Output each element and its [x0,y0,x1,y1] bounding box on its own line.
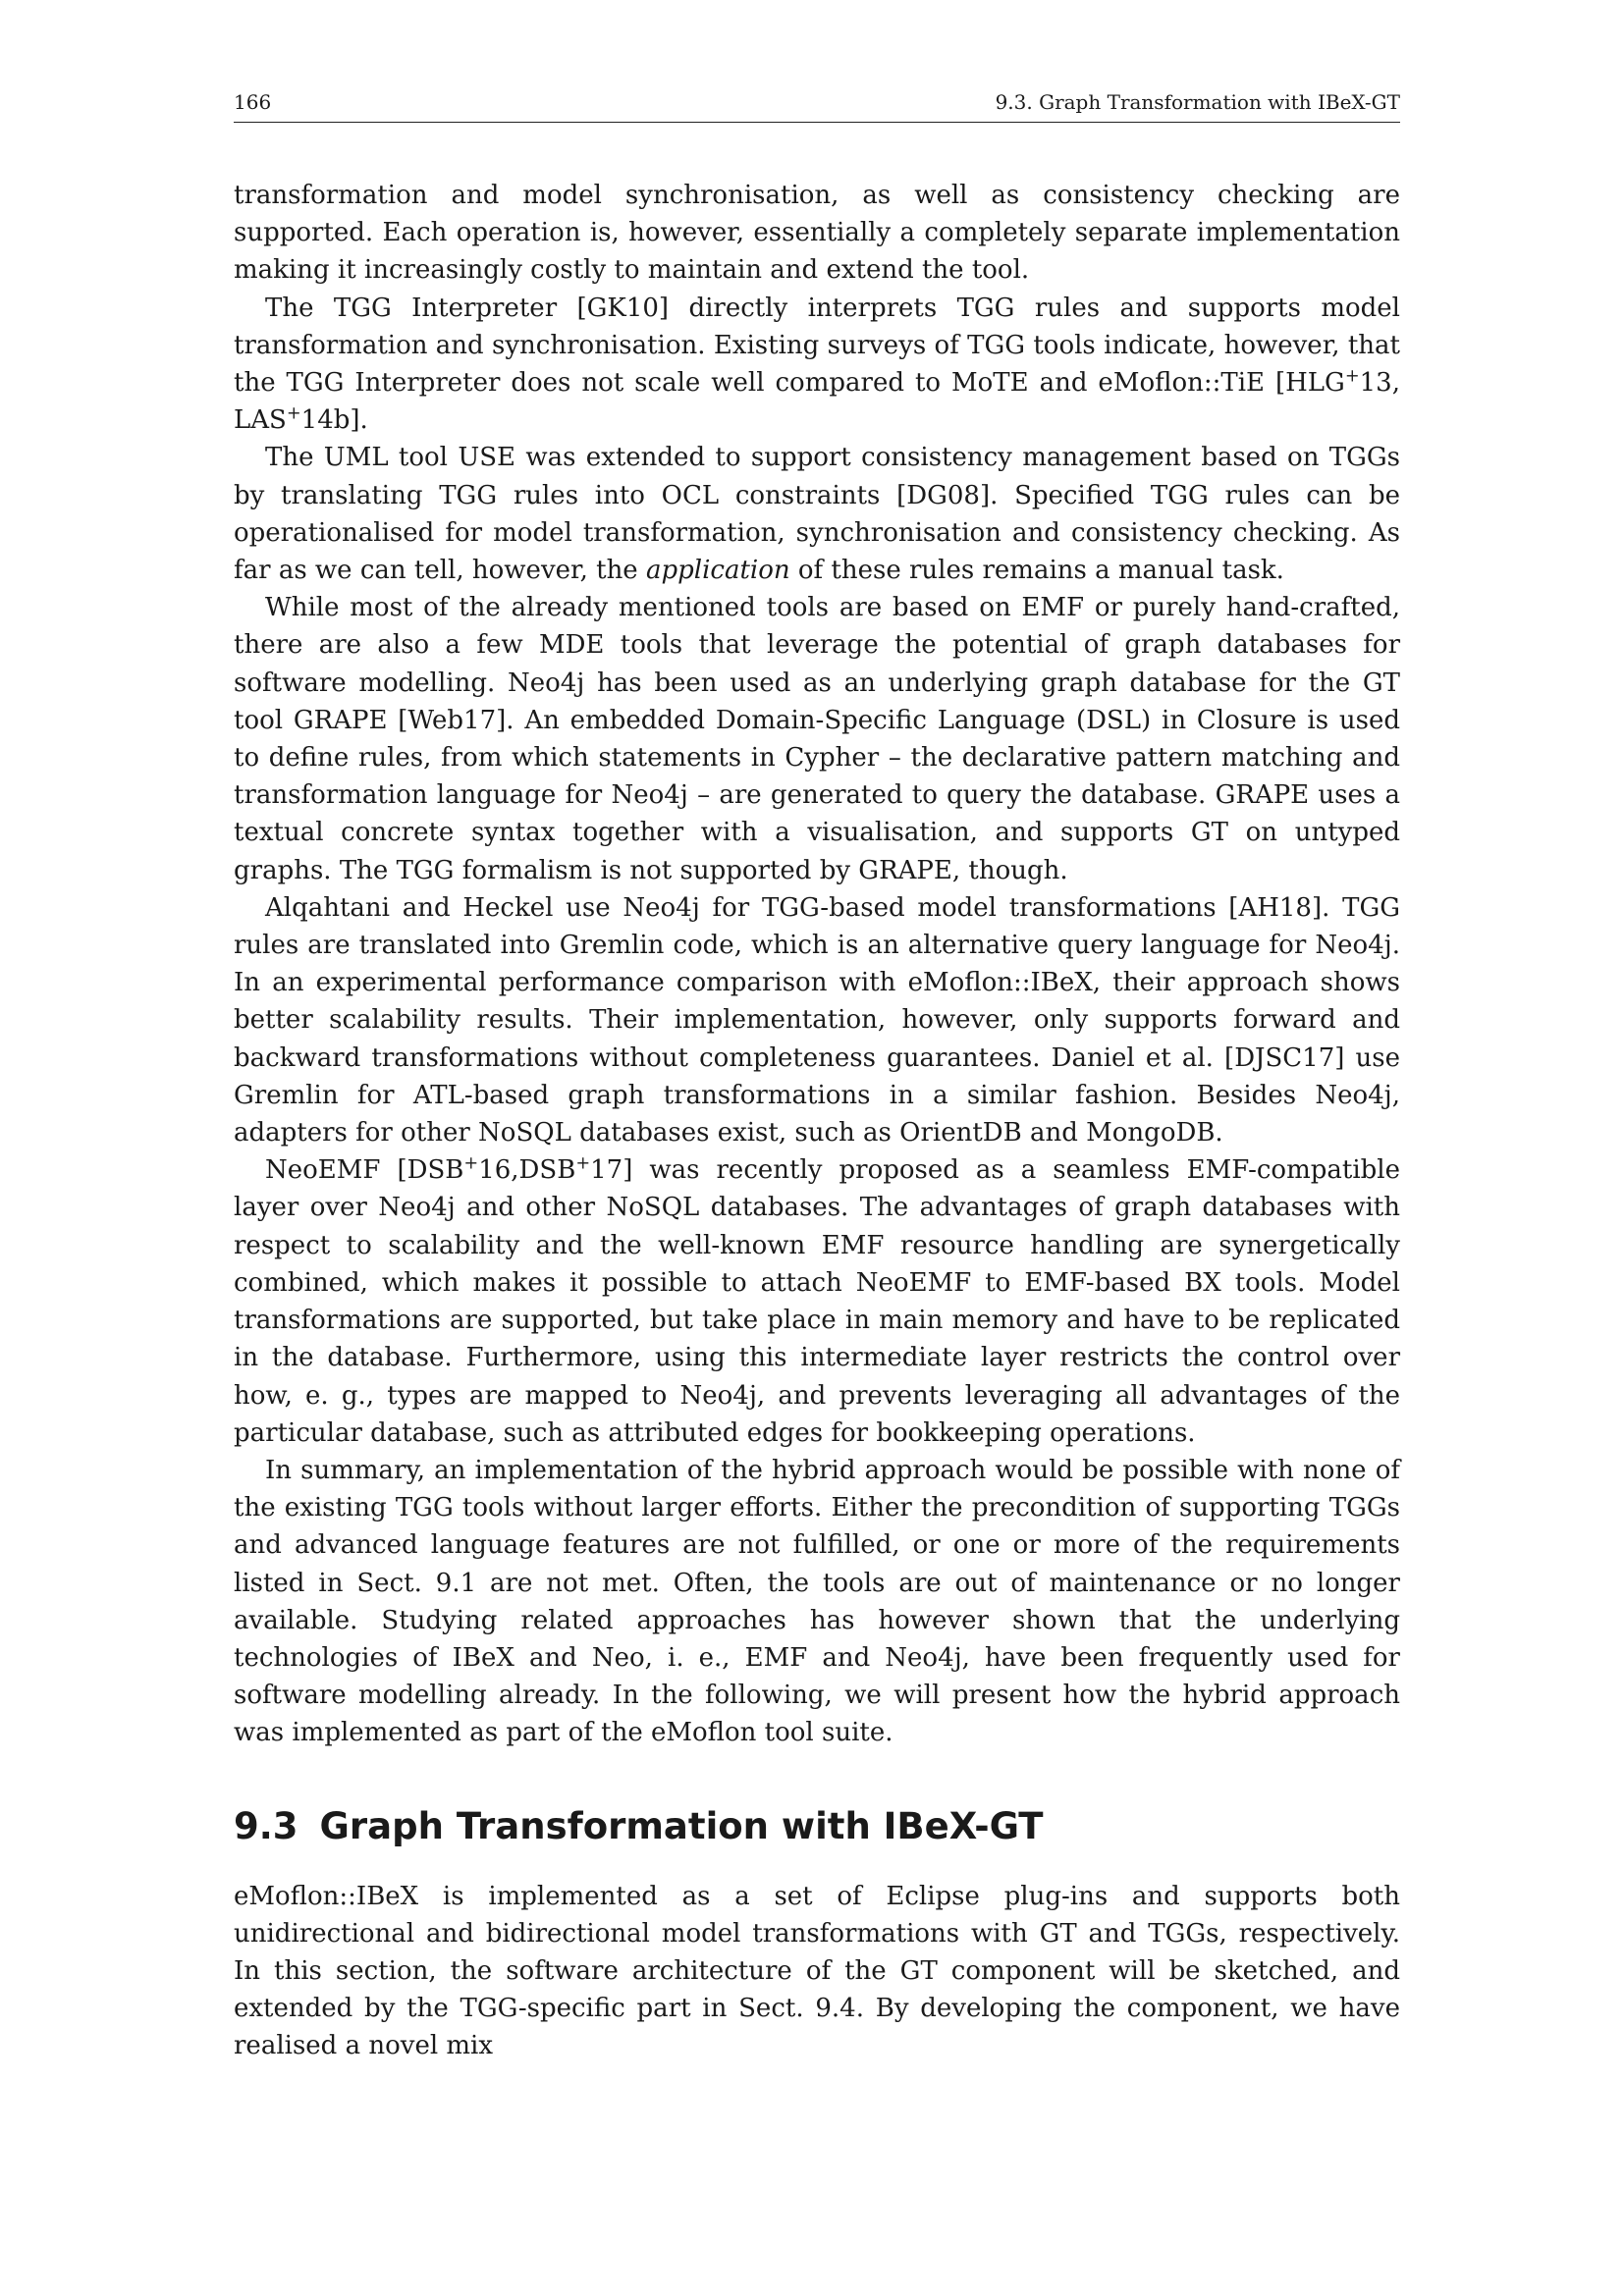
text-run: The TGG Interpreter [GK10] directly interprets TGG rules and supports model transformation and synchronisation. Existing surveys of TGG tools indicate, however, that the TGG Interpreter does not scale well compared to MoTE and eMoflon::TiE [HLG [234,293,1400,399]
superscript: + [286,403,301,424]
text-run: NeoEMF [DSB [265,1155,464,1186]
superscript: + [1344,366,1360,387]
paragraph [234,1151,1400,1452]
superscript: + [575,1153,591,1174]
emphasis: application [645,556,790,586]
text-run: 16,DSB [478,1155,576,1186]
paragraph: In summary, an implementation of the hybrid approach would be possible with none of the existing TGG tools without larger efforts. Either the precondition of supporting TGGs and advanced language features are not fulfilled, or one or more of the requirements listed in Sect. 9.1 are not met. Often, the tools are out of maintenance or no longer available. Studying related approaches has however shown that the underlying technologies of IBeX and Neo, i. e., EMF and Neo4j, have been frequently used for software modelling already. In the following, we will present how the hybrid approach was implemented as part of the eMoflon tool suite. [234,1455,1400,1748]
paragraph: transformation and model synchronisation, as well as consistency checking are supported. Each operation is, however, essentially a completely separate implementation making it increasingly costly to maintain and extend the tool. [234,181,1400,286]
superscript: + [463,1153,479,1174]
body-text [234,177,1400,2065]
text-run: 17] was recently proposed as a seamless EMF-compatible layer over Neo4j and other NoSQL databases. The advantages of graph databases with respect to scalability and the well-known EMF resource handling are synergetically combined, which makes it possible to attach NeoEMF to EMF-based BX tools. Model transformations are supported, but take place in main memory and have to be replicated in the database. Furthermore, using this intermediate layer restricts the control over how, e. g., types are mapped to Neo4j, and prevents leveraging all advantages of the particular database, such as attributed edges for bookkeeping operations. [234,1155,1400,1448]
text-run: of these rules remains a manual task. [789,556,1284,586]
paragraph [234,439,1400,589]
paragraph [234,290,1400,440]
section-heading [234,1805,1400,1848]
text-run: 14b]. [300,405,368,436]
paragraph: Alqahtani and Heckel use Neo4j for TGG-based model transformations [AH18]. TGG rules are translated into Gremlin code, which is an alternative query language for Neo4j. In an experimental performance comparison with eMoflon::IBeX, their approach shows better scalability results. Their implementation, however, only supports forward and backward transformations without completeness guarantees. Daniel et al. [DJSC17] use Gremlin for ATL-based graph transformations in a similar fashion. Besides Neo4j, adapters for other NoSQL databases exist, such as OrientDB and MongoDB. [234,892,1400,1148]
page-number: 166 [234,90,272,114]
section-number: 9.3 [234,1804,298,1847]
running-header [234,90,1400,123]
running-title: 9.3. Graph Transformation with IBeX-GT [995,90,1400,114]
text-run: The UML tool USE was extended to support consistency management based on TGGs by translating TGG rules into OCL constraints [DG08]. Specified TGG rules can be operationalised for model transformation, synchronisation and consistency checking. As far as we can tell, however, the [234,443,1400,586]
paragraph: While most of the already mentioned tools are based on EMF or purely hand-crafted, there are also a few MDE tools that leverage the potential of graph databases for software modelling. Neo4j has been used as an underlying graph database for the GT tool GRAPE [Web17]. An embedded Domain-Specific Language (DSL) in Closure is used to define rules, from which statements in Cypher – the declarative pattern matching and transformation language for Neo4j – are generated to query the database. GRAPE uses a textual concrete syntax together with a visualisation, and supports GT on untyped graphs. The TGG formalism is not supported by GRAPE, though. [234,593,1400,885]
section-title: Graph Transformation with IBeX-GT [319,1804,1044,1847]
paragraph: eMoflon::IBeX is implemented as a set of Eclipse plug-ins and supports both unidirectional and bidirectional model transformations with GT and TGGs, respectively. In this section, the software architecture of the GT component will be sketched, and extended by the TGG-specific part in Sect. 9.4. By developing the component, we have realised a novel mix [234,1881,1400,2061]
text-run: 13, LAS [234,368,1400,436]
